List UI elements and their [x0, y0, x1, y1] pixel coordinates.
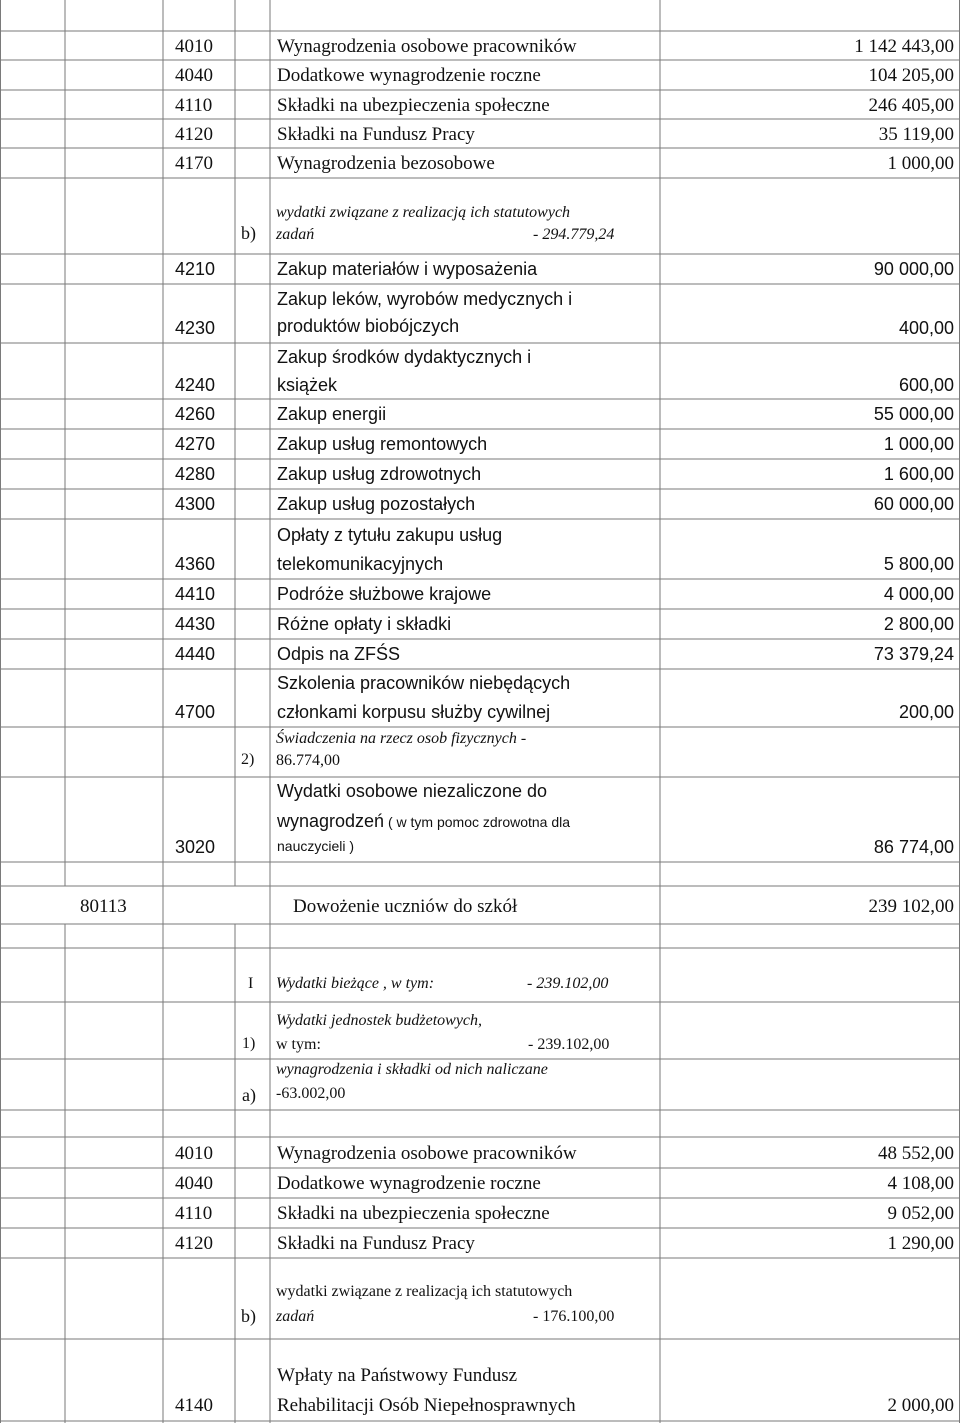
row-code: 4210 — [175, 259, 216, 279]
row-description: Składki na Fundusz Pracy — [277, 124, 475, 145]
row-description: Szkolenia pracowników niebędących — [277, 673, 571, 693]
row-amount: 2 000,00 — [887, 1395, 954, 1416]
section-marker: b) — [241, 223, 256, 243]
row-amount: 200,00 — [898, 702, 954, 722]
row-description: Zakup środków dydaktycznych i — [277, 347, 532, 367]
row-amount: 73 379,24 — [873, 644, 954, 664]
section-marker: b) — [241, 1306, 256, 1326]
row-amount: 5 800,00 — [883, 554, 954, 574]
row-amount: 90 000,00 — [873, 259, 954, 279]
row-description: Zakup usług remontowych — [277, 434, 488, 454]
row-description: Składki na Fundusz Pracy — [277, 1233, 475, 1254]
row-code: 3020 — [175, 837, 216, 857]
row-description: Wpłaty na Państwowy Fundusz — [277, 1365, 518, 1386]
row-code: 4360 — [175, 554, 216, 574]
section-value: - 239.102,00 — [528, 1036, 610, 1053]
row-description: Wynagrodzenia osobowe pracowników — [277, 1143, 577, 1164]
section-description: Świadczenia na rzecz osob fizycznych - — [276, 730, 527, 747]
row-amount: 1 290,00 — [887, 1233, 954, 1254]
row-amount: 48 552,00 — [878, 1143, 954, 1164]
row-code: 4140 — [175, 1395, 213, 1416]
row-description: książek — [277, 375, 338, 395]
row-amount: 600,00 — [898, 375, 954, 395]
row-code: 4170 — [175, 153, 213, 174]
row-code: 4010 — [175, 36, 213, 57]
row-code: 4410 — [175, 584, 216, 604]
section-marker: 1) — [242, 1035, 256, 1052]
row-code: 4010 — [175, 1143, 213, 1164]
row-amount: 4 108,00 — [887, 1173, 954, 1194]
row-code: 4120 — [175, 124, 213, 145]
section-description: zadań — [276, 1308, 315, 1325]
row-description: Odpis na ZFŚS — [277, 644, 401, 664]
row-code: 4110 — [175, 1203, 213, 1224]
row-description-note: ( w tym pomoc zdrowotna dla — [384, 814, 571, 830]
row-amount: 55 000,00 — [873, 404, 954, 424]
row-code: 4040 — [175, 1173, 213, 1194]
row-description: Dodatkowe wynagrodzenie roczne — [277, 1173, 541, 1194]
row-amount: 1 142 443,00 — [854, 36, 954, 57]
row-description: Zakup materiałów i wyposażenia — [277, 259, 538, 279]
row-description — [277, 812, 570, 831]
row-description: Wynagrodzenia bezosobowe — [277, 153, 495, 174]
row-amount: 4 000,00 — [883, 584, 954, 604]
row-description: członkami korpusu służby cywilnej — [277, 702, 551, 722]
row-code: 4700 — [175, 702, 216, 722]
row-description-note: nauczycieli ) — [277, 838, 355, 854]
row-code: 4230 — [175, 318, 216, 338]
section-value: -63.002,00 — [276, 1085, 346, 1102]
row-amount: 1 600,00 — [883, 464, 954, 484]
row-description: telekomunikacyjnych — [277, 554, 444, 574]
row-description: Zakup energii — [277, 404, 387, 424]
chapter-amount: 239 102,00 — [868, 896, 954, 917]
row-code: 4430 — [175, 614, 216, 634]
section-description: Wydatki bieżące , w tym: — [276, 975, 435, 992]
row-code: 4280 — [175, 464, 216, 484]
row-code: 4240 — [175, 375, 216, 395]
row-code: 4040 — [175, 65, 213, 86]
row-code: 4110 — [175, 95, 213, 116]
row-amount: 60 000,00 — [873, 494, 954, 514]
row-amount: 400,00 — [898, 318, 954, 338]
row-description: Składki na ubezpieczenia społeczne — [277, 95, 550, 116]
row-code: 4260 — [175, 404, 216, 424]
row-amount: 9 052,00 — [887, 1203, 954, 1224]
row-amount: 35 119,00 — [878, 124, 954, 145]
section-marker: a) — [242, 1085, 256, 1105]
section-description: wydatki związane z realizacją ich statutowych — [276, 1283, 573, 1300]
row-description: Dodatkowe wynagrodzenie roczne — [277, 65, 541, 86]
row-amount: 1 000,00 — [883, 434, 954, 454]
row-amount: 86 774,00 — [873, 837, 954, 857]
section-description: Wydatki jednostek budżetowych, — [276, 1012, 483, 1029]
row-description: Zakup leków, wyrobów medycznych i — [277, 289, 573, 309]
row-description-main: wynagrodzeń — [277, 811, 385, 831]
row-code: 4270 — [175, 434, 216, 454]
row-code: 4300 — [175, 494, 216, 514]
row-description: Składki na ubezpieczenia społeczne — [277, 1203, 550, 1224]
section-description: zadań — [276, 226, 315, 243]
section-value: - 176.100,00 — [533, 1308, 615, 1325]
row-description: Opłaty z tytułu zakupu usług — [277, 525, 503, 545]
row-description: produktów biobójczych — [277, 316, 460, 336]
row-amount: 2 800,00 — [883, 614, 954, 634]
row-description: Wydatki osobowe niezaliczone do — [277, 781, 547, 801]
row-description: Zakup usług zdrowotnych — [277, 464, 482, 484]
row-code: 4120 — [175, 1233, 213, 1254]
row-description: Podróże służbowe krajowe — [277, 584, 492, 604]
row-description: Wynagrodzenia osobowe pracowników — [277, 36, 577, 57]
row-description: Rehabilitacji Osób Niepełnosprawnych — [277, 1395, 576, 1416]
section-value: - 239.102,00 — [527, 975, 609, 992]
section-description: w tym: — [276, 1036, 321, 1053]
section-description: wynagrodzenia i składki od nich naliczane — [276, 1061, 548, 1078]
row-description: Różne opłaty i składki — [277, 614, 452, 634]
chapter-code: 80113 — [80, 896, 127, 917]
row-amount: 1 000,00 — [887, 153, 954, 174]
section-description: wydatki związane z realizacją ich statutowych — [276, 204, 571, 221]
row-amount: 246 405,00 — [868, 95, 954, 116]
section-marker: 2) — [241, 751, 255, 768]
section-value: 86.774,00 — [276, 752, 340, 769]
section-marker: I — [248, 975, 254, 992]
chapter-title: Dowożenie uczniów do szkół — [293, 896, 518, 917]
row-code: 4440 — [175, 644, 216, 664]
row-amount: 104 205,00 — [868, 65, 954, 86]
section-value: - 294.779,24 — [533, 226, 615, 243]
row-description: Zakup usług pozostałych — [277, 494, 476, 514]
